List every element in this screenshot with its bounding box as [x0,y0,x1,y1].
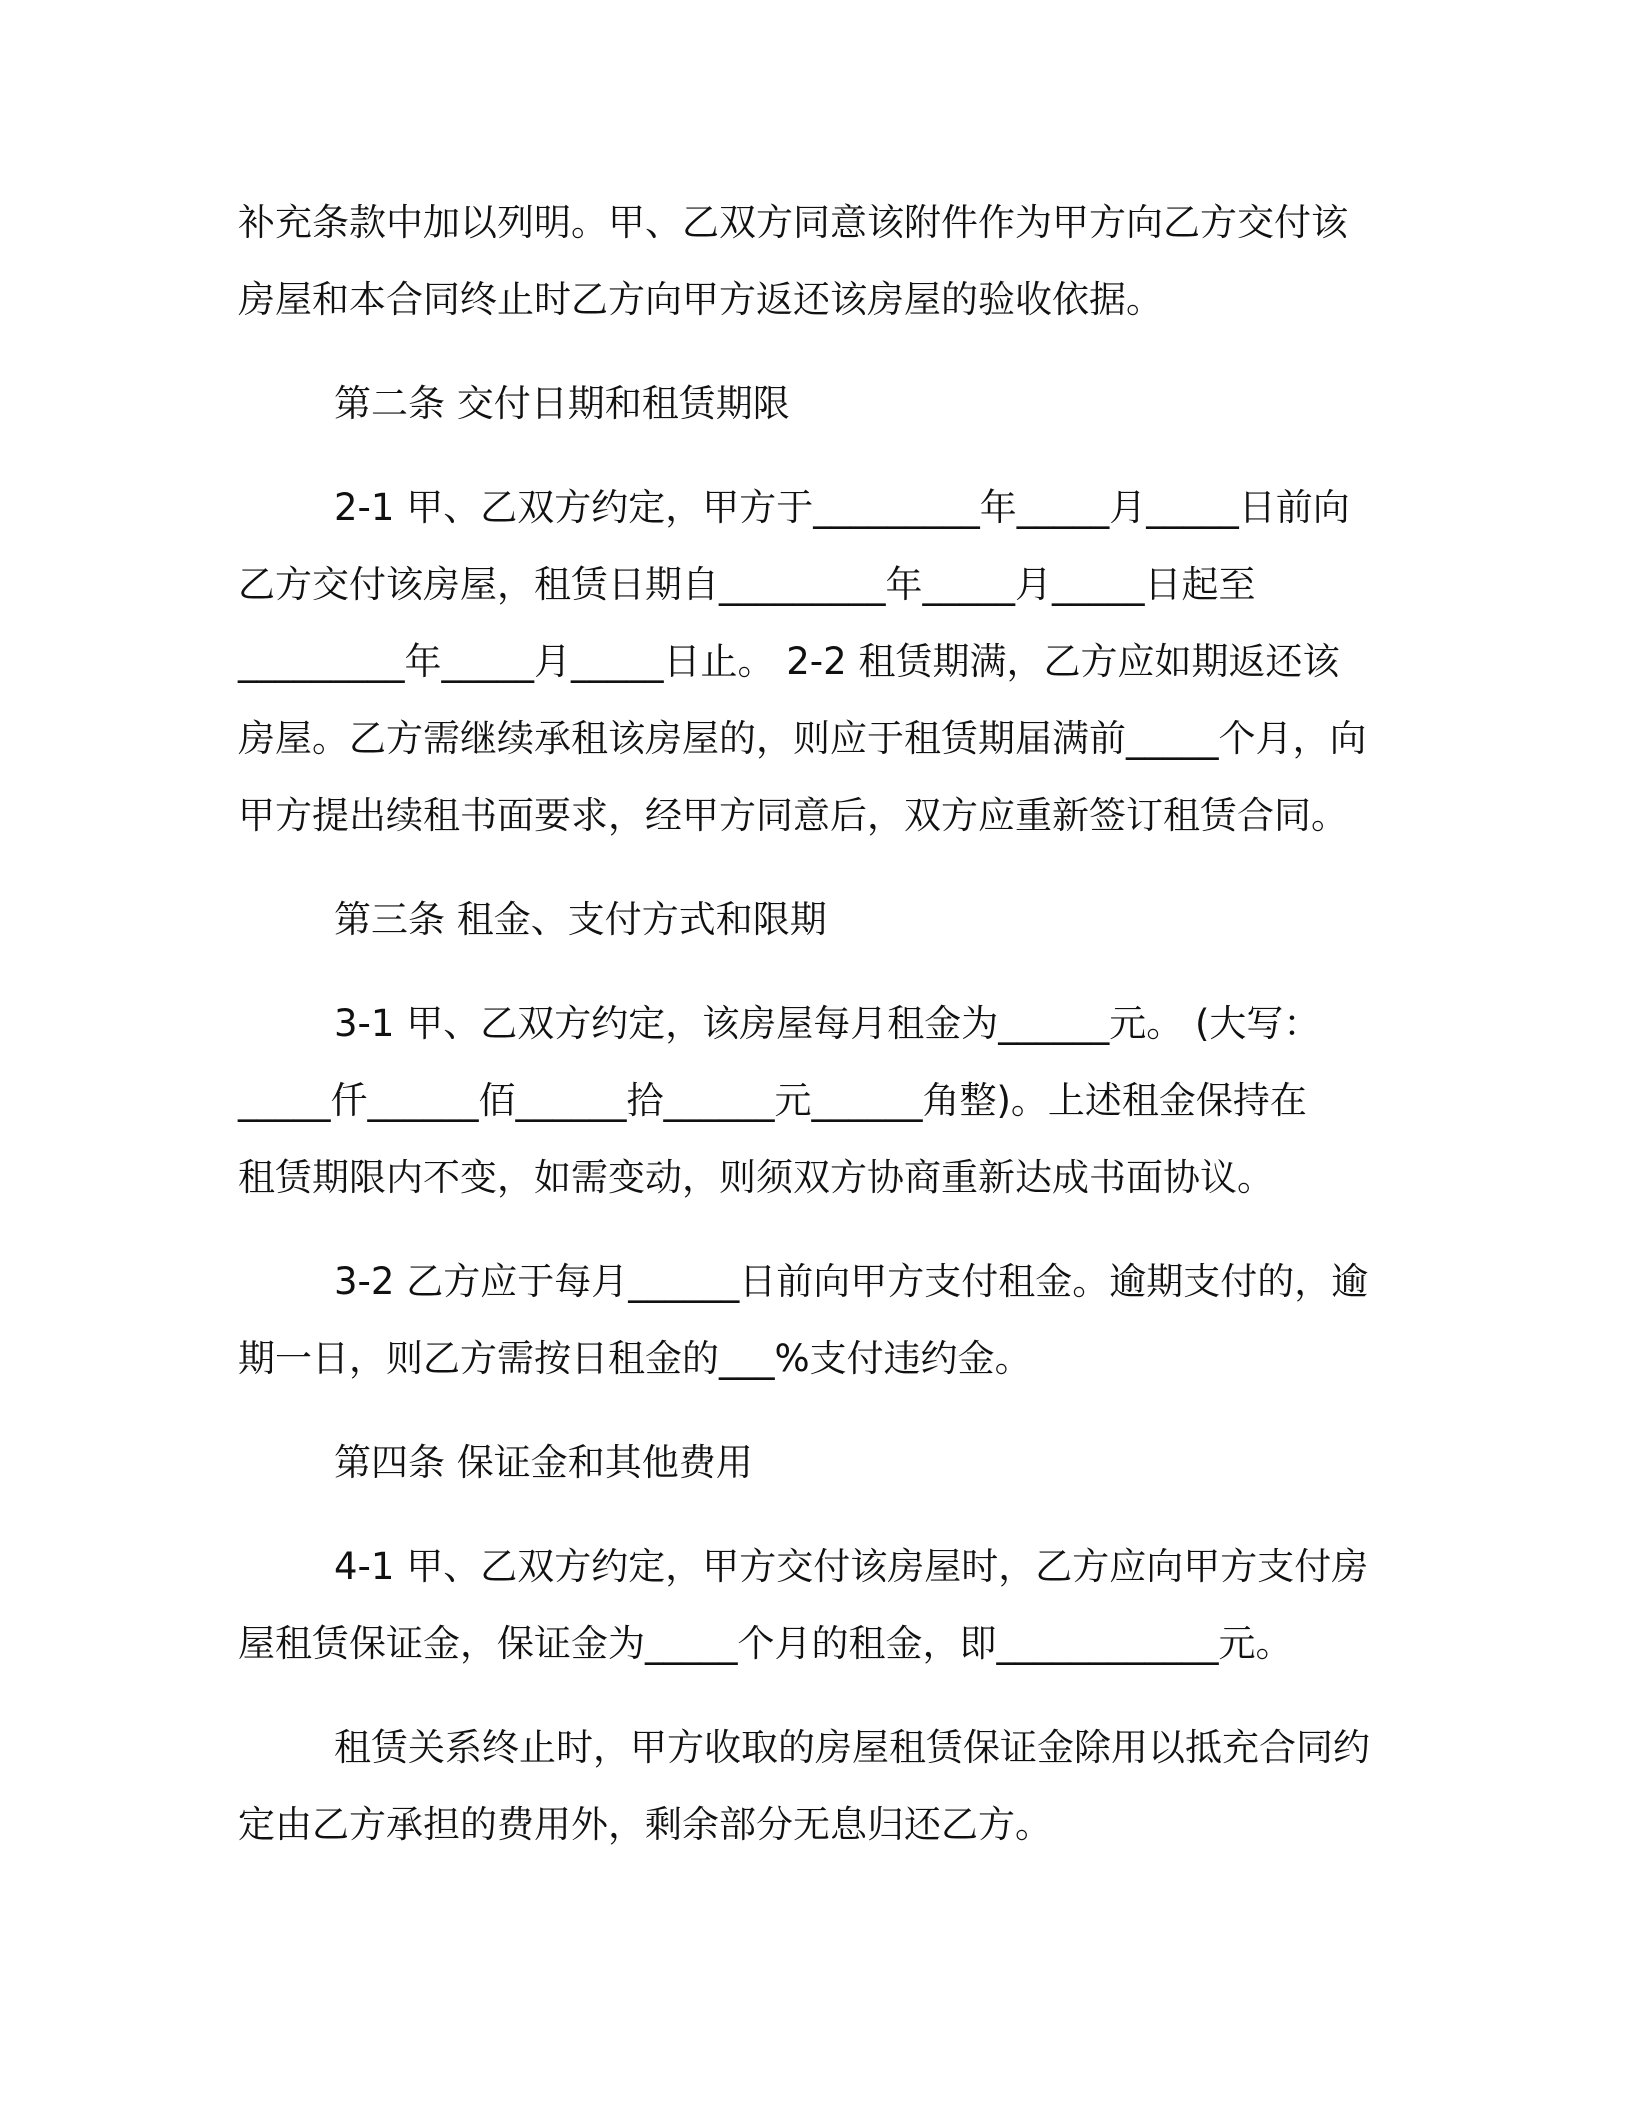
text-line: 租赁期限内不变，如需变动，则须双方协商重新达成书面协议。 [238,1156,1274,1199]
text-line: _________年_____月_____日止。 2-2 租赁期满，乙方应如期返还该 [238,640,1340,683]
section-heading-article-3 [238,881,1398,958]
paragraph-2-1 [238,469,1398,854]
section-heading-article-2 [238,365,1398,442]
section-heading-article-4 [238,1424,1398,1501]
text-line: 3-1 甲、乙双方约定，该房屋每月租金为______元。 (大写： [334,1002,1321,1045]
text-line: 租赁关系终止时，甲方收取的房屋租赁保证金除用以抵充合同约 [334,1726,1370,1769]
text-line: 定由乙方承担的费用外，剩余部分无息归还乙方。 [238,1803,1052,1846]
text-line: 2-1 甲、乙双方约定，甲方于_________年_____月_____日前向 [334,486,1350,529]
text-line: 乙方交付该房屋，租赁日期自_________年_____月_____日起至 [238,563,1256,606]
text-line: _____仟______佰______拾______元______角整)。上述租金保持在 [238,1079,1307,1122]
paragraph-3-2 [238,1243,1398,1397]
text-line: 期一日，则乙方需按日租金的___%支付违约金。 [238,1337,1032,1380]
text-line: 甲方提出续租书面要求，经甲方同意后，双方应重新签订租赁合同。 [238,794,1348,837]
text-line: 3-2 乙方应于每月______日前向甲方支付租金。逾期支付的，逾 [334,1260,1369,1303]
document-body [238,184,1398,1890]
paragraph-deposit-return [238,1709,1398,1863]
text-line: 补充条款中加以列明。甲、乙双方同意该附件作为甲方向乙方交付该 [238,201,1348,244]
paragraph-4-1 [238,1528,1398,1682]
text-line: 4-1 甲、乙双方约定，甲方交付该房屋时，乙方应向甲方支付房 [334,1545,1369,1588]
paragraph-intro [238,184,1398,338]
paragraph-3-1 [238,985,1398,1216]
heading-line: 第四条 保证金和其他费用 [334,1441,753,1484]
text-line: 屋租赁保证金，保证金为_____个月的租金，即____________元。 [238,1622,1293,1665]
text-line: 房屋和本合同终止时乙方向甲方返还该房屋的验收依据。 [238,278,1163,321]
heading-line: 第三条 租金、支付方式和限期 [334,898,827,941]
text-line: 房屋。乙方需继续承租该房屋的，则应于租赁期届满前_____个月，向 [238,717,1367,760]
heading-line: 第二条 交付日期和租赁期限 [334,382,790,425]
